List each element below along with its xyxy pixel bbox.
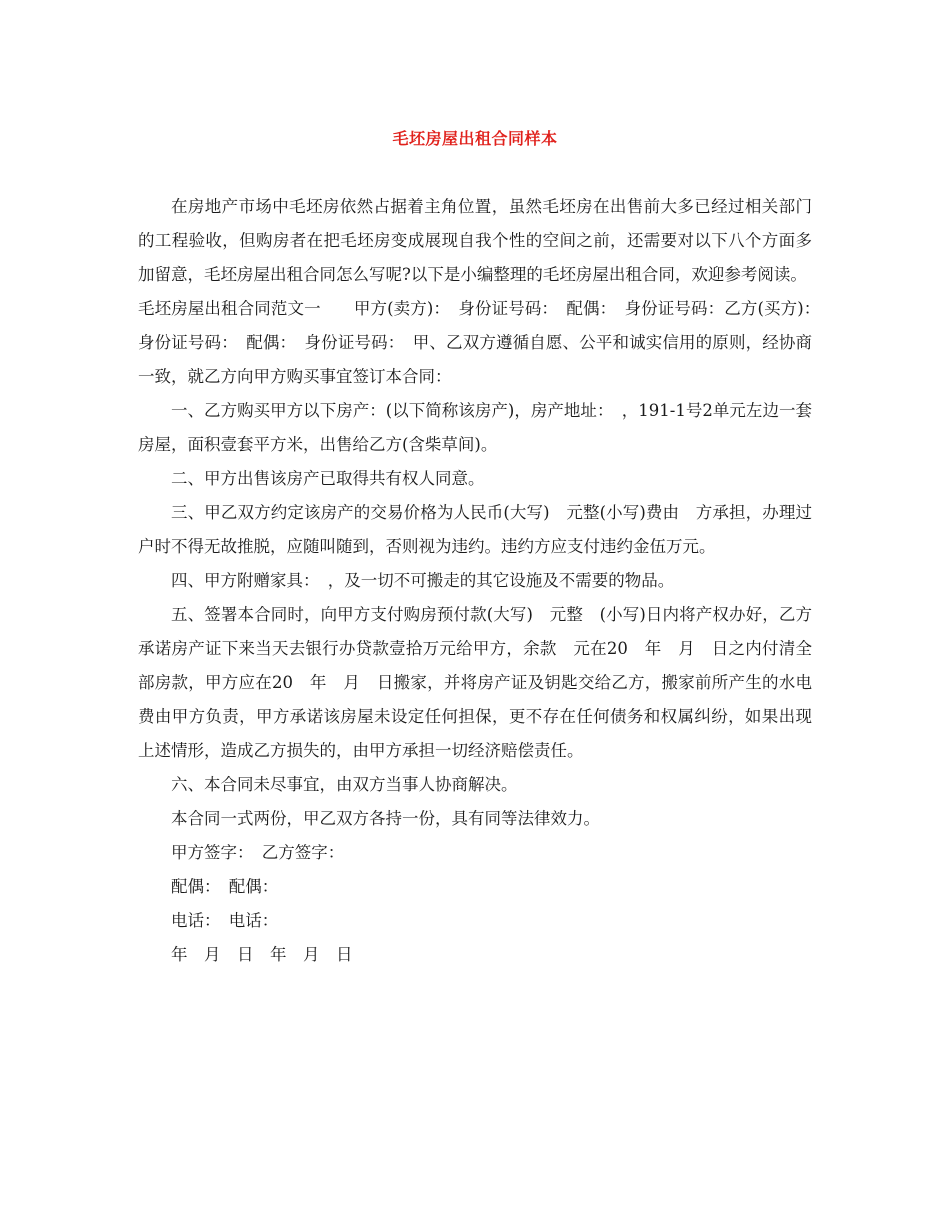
document-title: 毛坯房屋出租合同样本 — [392, 129, 558, 148]
clause-4: 四、甲方附赠家具： ，及一切不可搬走的其它设施及不需要的物品。 — [171, 571, 675, 590]
intro-paragraph: 在房地产市场中毛坯房依然占据着主角位置，虽然毛坯房在出售前大多已经过相关部门的工程验收，但购房者在把毛坯房变成展现自我个性的空间之前，还需要对以下八个方面多加留意，毛坯房屋出租合同怎么写呢?以下是小编整理的毛坯房屋出租合同，欢迎参考阅读。 — [138, 197, 812, 284]
date-line: 年 月 日 年 月 日 — [171, 945, 353, 964]
copies-clause: 本合同一式两份，甲乙双方各持一份，具有同等法律效力。 — [171, 809, 600, 828]
clause-6: 六、本合同未尽事宜，由双方当事人协商解决。 — [171, 775, 518, 794]
clause-2: 二、甲方出售该房产已取得共有权人同意。 — [171, 469, 485, 488]
clause-3: 三、甲乙双方约定该房产的交易价格为人民币(大写) 元整(小写)费由 方承担，办理过户时不得无故推脱，应随叫随到，否则视为违约。违约方应支付违约金伍万元。 — [138, 503, 812, 556]
phone-line: 电话： 电话： — [171, 911, 279, 930]
clause-1: 一、乙方购买甲方以下房产：(以下简称该房产)，房产地址： ，191-1号2单元左边一套房屋，面积壹套平方米，出售给乙方(含柴草间)。 — [138, 401, 812, 454]
spouse-line: 配偶： 配偶： — [171, 877, 279, 896]
document-body — [138, 190, 829, 972]
clause-5: 五、签署本合同时，向甲方支付购房预付款(大写) 元整 (小写)日内将产权办好，乙方承诺房产证下来当天去银行办贷款壹拾万元给甲方，余款 元在20 年 月 日之内付清全部房款，甲方应在20 年 月 日搬家，并将房产证及钥匙交给乙方，搬家前所产生的水电费由甲方负责，甲方承诺该房屋未设定任何担保，更不存在任何债务和权属纠纷，如果出现上述情形，造成乙方损失的，由甲方承担一切经济赔偿责任。 — [138, 605, 812, 760]
parties-paragraph: 毛坯房屋出租合同范文一 甲方(卖方)： 身份证号码： 配偶： 身份证号码：乙方(买方)： 身份证号码： 配偶： 身份证号码： 甲、乙双方遵循自愿、公平和诚实信用的原则，经协商一致，就乙方向甲方购买事宜签订本合同： — [138, 299, 829, 386]
signature-line: 甲方签字： 乙方签字： — [171, 843, 345, 862]
